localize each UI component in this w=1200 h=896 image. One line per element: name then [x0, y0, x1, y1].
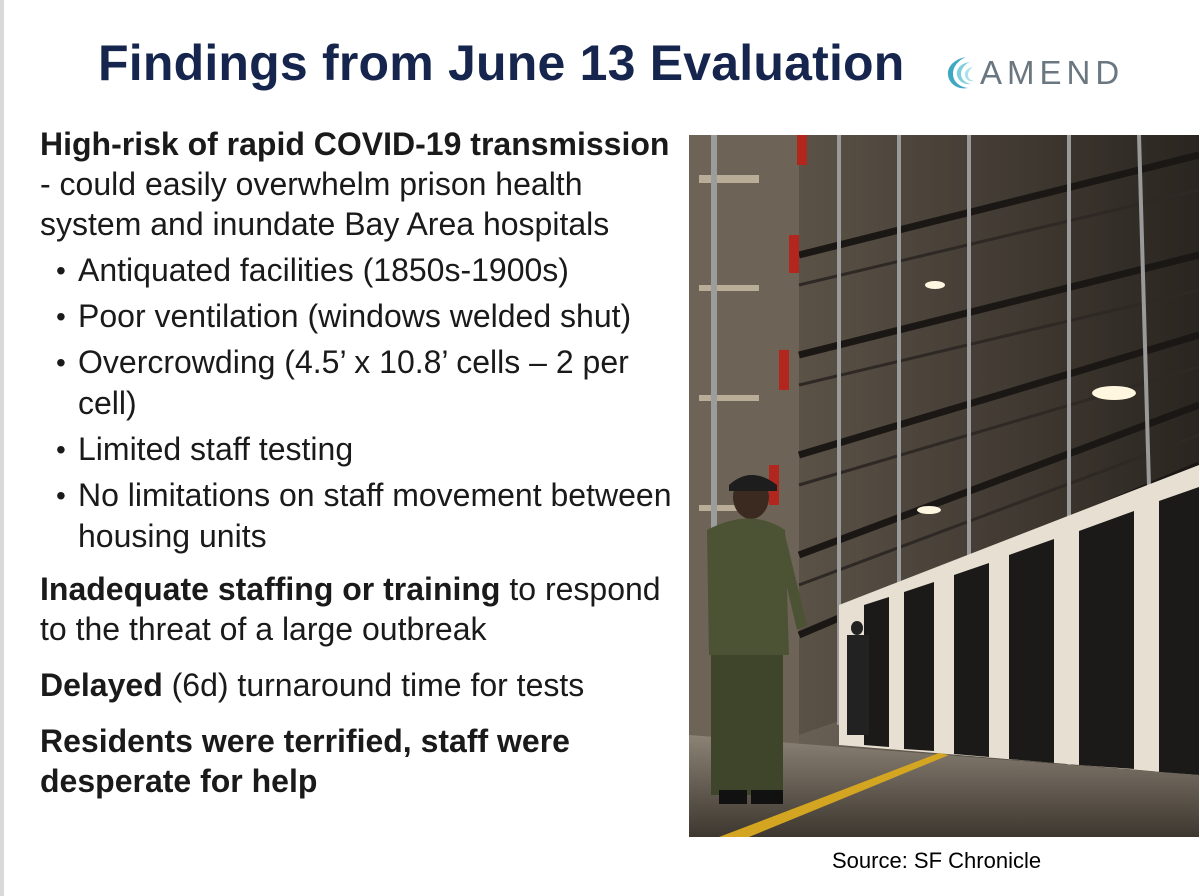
- finding-detail: (6d) turnaround time for tests: [162, 667, 585, 703]
- list-item: • Poor ventilation (windows welded shut): [40, 296, 680, 337]
- list-item: • Overcrowding (4.5’ x 10.8’ cells – 2 per cell): [56, 344, 629, 421]
- finding-transmission: [40, 124, 680, 244]
- finding-heading: Delayed: [40, 667, 163, 703]
- bullet-dot: •: [56, 480, 66, 511]
- findings-content: [40, 124, 680, 801]
- finding-heading: Inadequate staffing or training: [40, 571, 501, 607]
- logo-text: AMEND: [980, 54, 1125, 91]
- finding-heading: High-risk of rapid COVID-19 transmission: [40, 126, 670, 162]
- slide-title: Findings from June 13 Evaluation: [98, 35, 905, 91]
- finding-staffing: [40, 569, 680, 649]
- list-item: • Antiquated facilities (1850s-1900s): [40, 250, 680, 291]
- risk-factor-list: [40, 250, 680, 557]
- list-item: • No limitations on staff movement between housing units: [56, 477, 672, 554]
- finding-detail: - could easily overwhelm prison health system and inundate Bay Area hospitals: [40, 166, 610, 242]
- finding-residents-staff: [40, 721, 680, 801]
- bullet-dot: •: [56, 255, 66, 286]
- finding-heading: Residents were terrified, staff were desperate for help: [40, 723, 570, 799]
- finding-detail: to respond to the threat of a large outbreak: [40, 571, 661, 647]
- bullet-dot: •: [56, 434, 66, 465]
- amend-logo: [944, 50, 1124, 96]
- crescent-swirl-icon: [944, 53, 978, 93]
- prison-cell-block-photo: [689, 135, 1199, 837]
- bullet-dot: •: [56, 301, 66, 332]
- finding-testing-delay: [40, 665, 680, 705]
- list-item: • Limited staff testing: [40, 429, 680, 470]
- bullet-dot: •: [56, 347, 66, 378]
- photo-source-credit: Source: SF Chronicle: [832, 848, 1042, 873]
- slide-edge: [0, 0, 4, 896]
